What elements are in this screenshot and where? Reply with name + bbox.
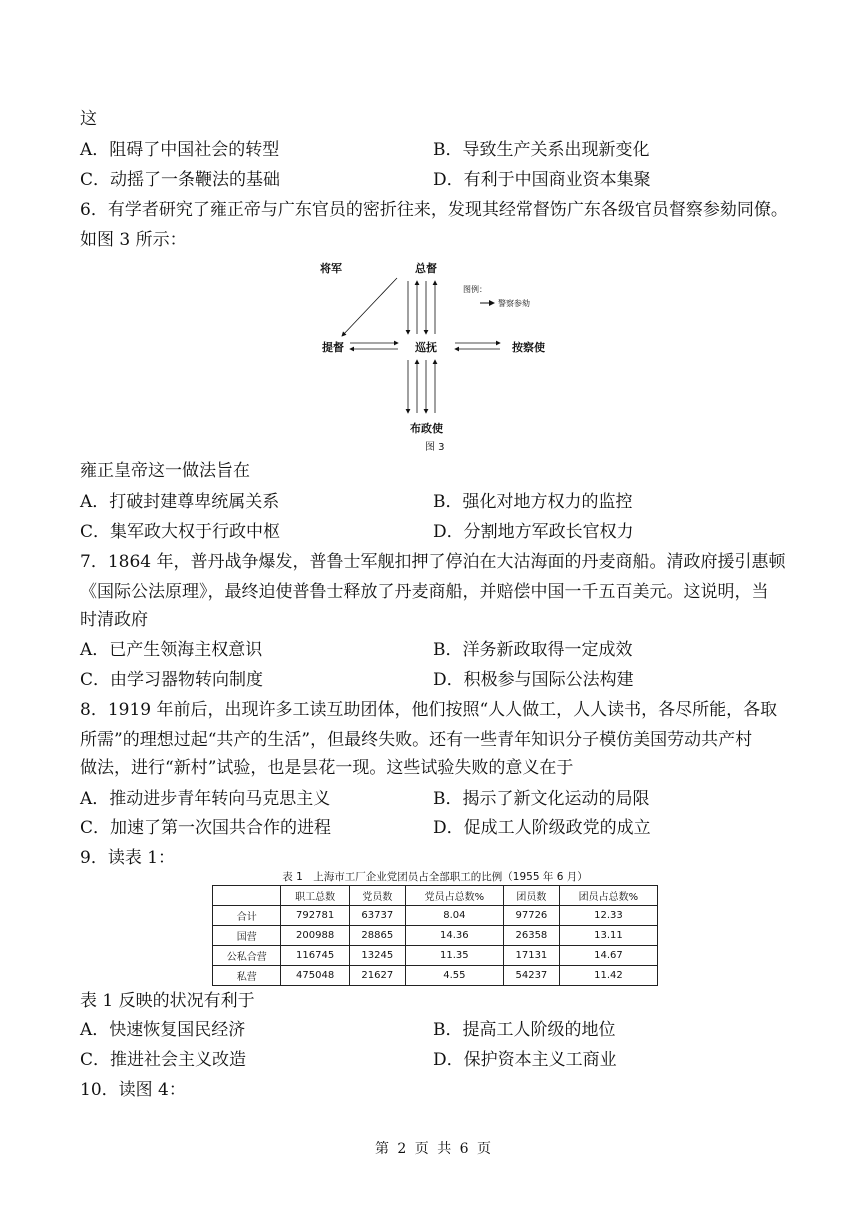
option-7a: A．已产生领海主权意识 [80, 640, 263, 660]
question-9-stem: 表 1 反映的状况有利于 [80, 991, 255, 1011]
table-cell: 200988 [281, 926, 349, 946]
table-cell: 26358 [503, 926, 559, 946]
table-cell: 54237 [503, 966, 559, 986]
option-8d: D．促成工人阶级政党的成立 [433, 818, 651, 838]
option-9d: D．保护资本主义工商业 [433, 1050, 617, 1070]
table-header-cell [213, 886, 281, 906]
table-row [213, 946, 658, 966]
table-cell: 13.11 [559, 926, 657, 946]
table-cell: 28865 [349, 926, 405, 946]
page-footer: 第 2 页 共 6 页 [374, 1141, 494, 1157]
question-8-line1: 8．1919 年前后，出现许多工读互助团体，他们按照“人人做工，人人读书，各尽所能，各取 [80, 700, 778, 720]
question-10: 10．读图 4： [80, 1080, 186, 1100]
node-commander: 提督 [322, 341, 344, 354]
table-cell: 116745 [281, 946, 349, 966]
table-cell: 14.36 [405, 926, 503, 946]
option-8b: B．揭示了新文化运动的局限 [433, 789, 650, 809]
question-6-stem: 雍正皇帝这一做法旨在 [80, 461, 250, 481]
option-5b: B．导致生产关系出现新变化 [433, 140, 650, 160]
question-6-line2: 如图 3 所示： [80, 230, 187, 250]
line-zhe: 这 [80, 109, 97, 129]
question-6-line1: 6．有学者研究了雍正帝与广东官员的密折往来，发现其经常督饬广东各级官员督察参劾同僚。 [80, 200, 788, 220]
table-cell: 21627 [349, 966, 405, 986]
table-cell: 私营 [213, 966, 281, 986]
table-row [213, 906, 658, 926]
table-cell: 17131 [503, 946, 559, 966]
table-cell: 11.42 [559, 966, 657, 986]
option-6a: A．打破封建尊卑统属关系 [80, 492, 280, 512]
question-8-line2: 所需”的理想过起“共产的生活”，但最终失败。还有一些青年知识分子模仿美国劳动共产村 [80, 730, 753, 750]
question-9-line1: 9．读表 1： [80, 848, 176, 868]
table-cell: 合计 [213, 906, 281, 926]
node-viceroy: 总督 [415, 262, 437, 275]
question-7-line1: 7．1864 年，普丹战争爆发，普鲁士军舰扣押了停泊在大沽海面的丹麦商船。清政府援引惠顿 [80, 552, 786, 572]
legend-label: 警察参劾 [498, 299, 530, 308]
table-header-cell: 职工总数 [281, 886, 349, 906]
node-treasurer: 布政使 [410, 422, 443, 435]
table-cell: 63737 [349, 906, 405, 926]
option-5a: A．阻碍了中国社会的转型 [80, 140, 280, 160]
node-governor: 巡抚 [415, 341, 437, 354]
arrow-viceroy-commander [342, 278, 397, 336]
option-5c: C．动摇了一条鞭法的基础 [80, 170, 281, 190]
table-cell: 792781 [281, 906, 349, 926]
option-6b: B．强化对地方权力的监控 [433, 492, 633, 512]
option-6d: D．分割地方军政长官权力 [433, 522, 634, 542]
table-cell: 97726 [503, 906, 559, 926]
table-header-cell: 党员数 [349, 886, 405, 906]
option-9b: B．提高工人阶级的地位 [433, 1020, 616, 1040]
option-8a: A．推动进步青年转向马克思主义 [80, 789, 331, 809]
table-cell: 4.55 [405, 966, 503, 986]
table-1-caption: 表 1 上海市工厂企业党团员占全部职工的比例（1955 年 6 月） [282, 871, 588, 883]
option-9a: A．快速恢复国民经济 [80, 1020, 246, 1040]
option-9c: C．推进社会主义改造 [80, 1050, 247, 1070]
table-header-cell: 团员占总数% [559, 886, 657, 906]
table-cell: 13245 [349, 946, 405, 966]
option-8c: C．加速了第一次国共合作的进程 [80, 818, 332, 838]
question-8-line3: 做法，进行“新村”试验，也是昙花一现。这些试验失败的意义在于 [80, 758, 574, 778]
table-cell: 国营 [213, 926, 281, 946]
table-cell: 475048 [281, 966, 349, 986]
question-7-line3: 时清政府 [80, 610, 148, 630]
table-1 [212, 885, 658, 986]
node-judicial: 按察使 [512, 341, 545, 354]
figure-3-diagram [300, 256, 560, 454]
option-5d: D．有利于中国商业资本集聚 [433, 170, 651, 190]
table-cell: 11.35 [405, 946, 503, 966]
table-header-row [213, 886, 658, 906]
table-cell: 12.33 [559, 906, 657, 926]
option-7c: C．由学习器物转向制度 [80, 670, 264, 690]
figure-3-caption: 图 3 [425, 442, 445, 453]
option-7b: B．洋务新政取得一定成效 [433, 640, 633, 660]
table-cell: 公私合营 [213, 946, 281, 966]
node-general: 将军 [320, 262, 342, 275]
table-row [213, 926, 658, 946]
table-cell: 8.04 [405, 906, 503, 926]
option-7d: D．积极参与国际公法构建 [433, 670, 634, 690]
table-cell: 14.67 [559, 946, 657, 966]
legend-title: 图例： [463, 285, 487, 294]
option-6c: C．集军政大权于行政中枢 [80, 522, 281, 542]
table-header-cell: 党员占总数% [405, 886, 503, 906]
question-7-line2: 《国际公法原理》，最终迫使普鲁士释放了丹麦商船，并赔偿中国一千五百美元。这说明，当 [80, 582, 769, 602]
table-row [213, 966, 658, 986]
table-header-cell: 团员数 [503, 886, 559, 906]
